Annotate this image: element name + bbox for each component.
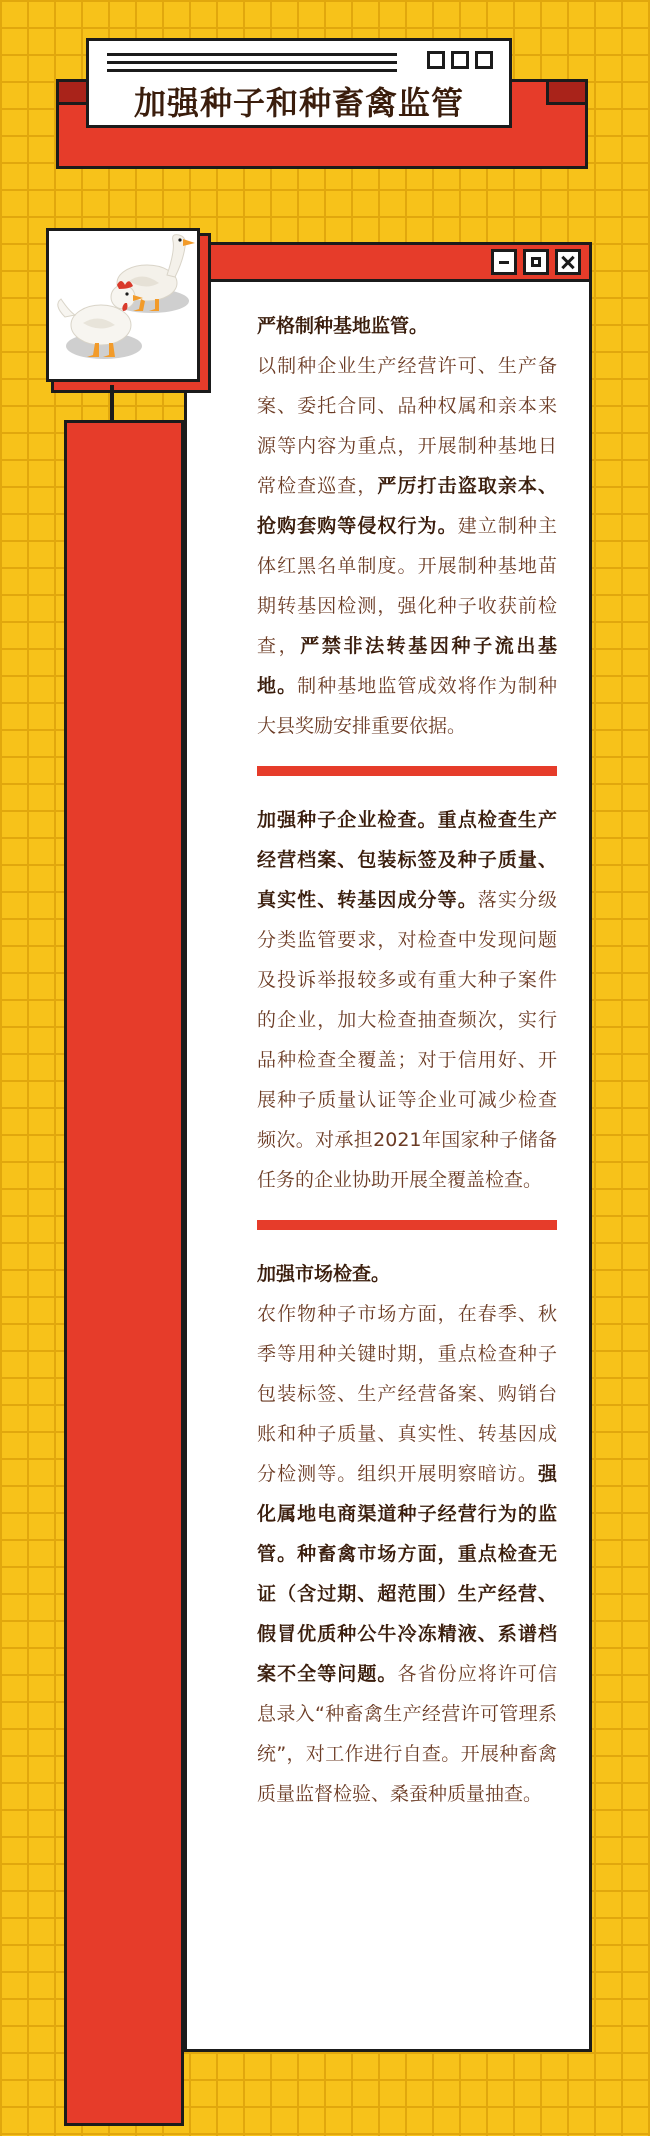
section-emphasis: 严厉打击盗取亲本、抢购套购等侵权行为。 [257, 475, 557, 537]
section-emphasis: 重点检查生产经营档案、包装标签及种子质量、真实性、转基因成分等。 [257, 809, 557, 911]
banner-tab-right [546, 79, 588, 105]
square-icon [427, 51, 445, 69]
window-controls [491, 249, 581, 275]
maximize-icon[interactable] [523, 249, 549, 275]
section-text: 落实分级分类监管要求，对检查中发现问题及投诉举报较多或有重大种子案件的企业，加大检查抽查频次，实行品种检查全覆盖；对于信用好、开展种子质量认证等企业可减少检查频次。对承担2021年国家种子储备任务的企业协助开展全覆盖检查。 [257, 889, 557, 1191]
section-text: 各省份应将许可信息录入“种畜禽生产经营许可管理系统”，对工作进行自查。开展种畜禽质量监督检验、桑蚕种质量抽查。 [257, 1663, 557, 1805]
section-heading: 加强种子企业检查。 [257, 809, 438, 831]
section-enterprise-inspection [257, 800, 557, 1200]
window-title-bar [187, 245, 589, 282]
section-market-inspection [257, 1254, 557, 1814]
minimize-icon[interactable] [491, 249, 517, 275]
section-text: 农作物种子市场方面，在春季、秋季等用种关键时期，重点检查种子包装标签、生产经营备案、购销台账和种子质量、真实性、转基因成分检测等。组织开展明察暗访。 [257, 1303, 557, 1485]
section-text: 建立制种主体红黑名单制度。开展制种基地苗期转基因检测，强化种子收获前检查， [257, 515, 557, 657]
section-emphasis: 严禁非法转基因种子流出基地。 [257, 635, 557, 697]
poultry-illustration-card [46, 228, 200, 382]
header-decorative-boxes [427, 51, 493, 69]
card-connector [110, 385, 114, 421]
duck-and-chicken-icon [49, 231, 197, 379]
section-divider [257, 1220, 557, 1230]
section-divider [257, 766, 557, 776]
section-text: 制种基地监管成效将作为制种大县奖励安排重要依据。 [257, 675, 557, 737]
close-icon[interactable] [555, 249, 581, 275]
page-title: 加强种子和种畜禽监管 [133, 84, 464, 122]
header-card [86, 38, 512, 128]
section-text: 以制种企业生产经营许可、生产备案、委托合同、品种权属和亲本来源等内容为重点，开展制种基地日常检查巡查， [257, 355, 557, 497]
section-base-supervision [257, 306, 557, 746]
section-heading: 严格制种基地监管。 [257, 315, 429, 337]
article-content [257, 306, 557, 1814]
square-icon [475, 51, 493, 69]
left-decorative-strip [64, 420, 184, 2126]
square-icon [451, 51, 469, 69]
section-heading: 加强市场检查。 [257, 1263, 391, 1285]
header-decorative-lines [107, 53, 397, 77]
section-emphasis: 强化属地电商渠道种子经营行为的监管。种畜禽市场方面，重点检查无证（含过期、超范围）生产经营、假冒优质种公牛冷冻精液、系谱档案不全等问题。 [257, 1463, 557, 1685]
